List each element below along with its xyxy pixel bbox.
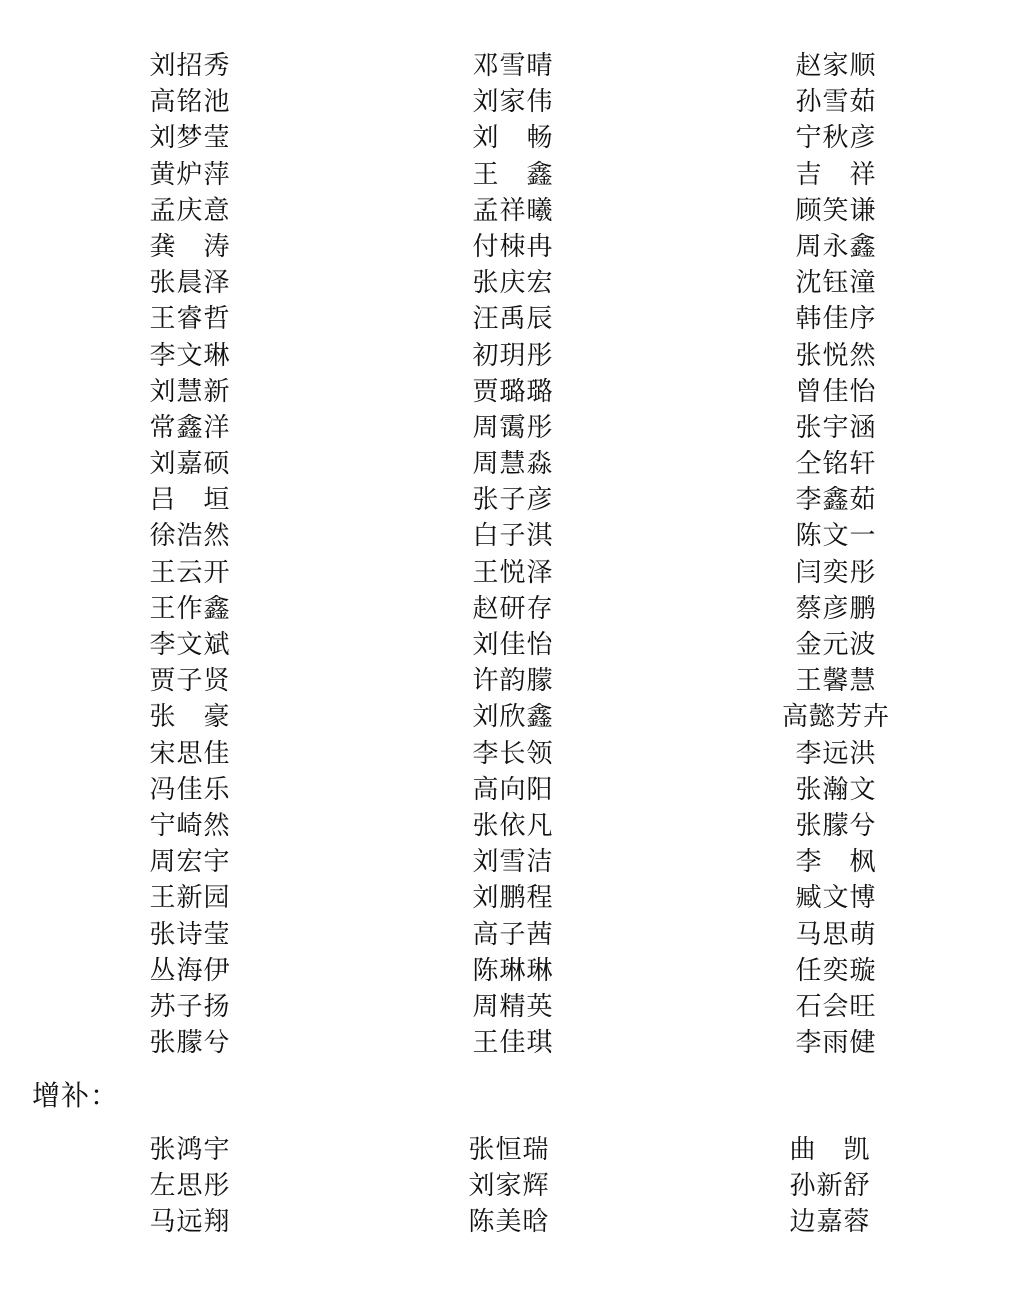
name-cell: 贾璐璐 (472, 376, 554, 407)
name-row (0, 1204, 1028, 1240)
name-cell: 王佳琪 (472, 1028, 554, 1059)
name-row (0, 1025, 1028, 1061)
name-row (0, 120, 1028, 156)
name-row (0, 482, 1028, 518)
name-cell: 陈文一 (795, 521, 877, 552)
name-cell: 周永鑫 (795, 231, 877, 262)
name-row (0, 627, 1028, 663)
name-cell: 王云开 (149, 557, 231, 588)
name-row (0, 880, 1028, 916)
name-row (0, 989, 1028, 1025)
name-cell: 周宏宇 (149, 847, 231, 878)
name-cell: 刘慧新 (149, 376, 231, 407)
name-cell: 王作鑫 (149, 593, 231, 624)
name-row (0, 917, 1028, 953)
name-cell: 周精英 (472, 991, 554, 1022)
name-row (0, 844, 1028, 880)
name-cell: 孙新舒 (789, 1171, 871, 1201)
name-cell: 陈琳琳 (472, 955, 554, 986)
name-cell: 闫奕彤 (795, 557, 877, 588)
name-cell: 左思彤 (149, 1171, 231, 1201)
name-row (0, 84, 1028, 120)
name-cell: 龚 涛 (149, 231, 231, 262)
name-cell: 石会旺 (795, 991, 877, 1022)
name-cell: 张依凡 (472, 810, 554, 841)
name-cell: 常鑫洋 (149, 412, 231, 443)
name-row (0, 808, 1028, 844)
name-cell: 张朦兮 (795, 810, 877, 841)
name-cell: 韩佳序 (795, 304, 877, 335)
name-cell: 徐浩然 (149, 521, 231, 552)
name-cell: 冯佳乐 (149, 774, 231, 805)
name-row (0, 591, 1028, 627)
name-cell: 黄炉萍 (149, 159, 231, 190)
name-cell: 刘雪洁 (472, 847, 554, 878)
name-cell: 臧文博 (795, 883, 877, 914)
name-row (0, 953, 1028, 989)
name-row (0, 446, 1028, 482)
name-cell: 高子茜 (472, 919, 554, 950)
name-cell: 张子彦 (472, 485, 554, 516)
name-cell: 李鑫茹 (795, 485, 877, 516)
name-cell: 宁崎然 (149, 810, 231, 841)
name-cell: 高向阳 (472, 774, 554, 805)
name-cell: 曾佳怡 (795, 376, 877, 407)
name-cell: 张庆宏 (472, 268, 554, 299)
name-row (0, 736, 1028, 772)
name-cell: 张 豪 (149, 702, 231, 733)
name-cell: 陈美晗 (468, 1207, 550, 1237)
name-list-supplement (0, 1132, 1028, 1240)
name-cell: 王新园 (149, 883, 231, 914)
name-cell: 刘 畅 (472, 123, 554, 154)
name-row (0, 374, 1028, 410)
name-cell: 金元波 (795, 630, 877, 660)
name-cell: 汪禹辰 (472, 304, 554, 335)
name-cell: 刘佳怡 (472, 630, 554, 660)
name-cell: 顾笑谦 (795, 195, 877, 226)
name-cell: 孟祥曦 (472, 195, 554, 226)
name-cell: 任奕璇 (795, 955, 877, 986)
name-cell: 赵家顺 (795, 51, 877, 81)
name-cell: 宋思佳 (149, 738, 231, 769)
name-cell: 丛海伊 (149, 955, 231, 986)
name-row (0, 48, 1028, 84)
name-cell: 张悦然 (795, 340, 877, 371)
name-cell: 刘嘉硕 (149, 449, 231, 480)
name-cell: 刘家伟 (472, 87, 554, 118)
name-cell: 沈钰潼 (795, 268, 877, 299)
name-row (0, 555, 1028, 591)
name-cell: 付栜冉 (472, 231, 554, 262)
name-cell: 李 枫 (795, 847, 877, 878)
name-cell: 孙雪茹 (795, 87, 877, 118)
name-cell: 马思萌 (795, 919, 877, 950)
name-row (0, 265, 1028, 301)
name-cell: 初玥彤 (472, 340, 554, 371)
name-cell: 王 鑫 (472, 159, 554, 190)
name-cell: 刘欣鑫 (472, 702, 554, 733)
name-row (0, 410, 1028, 446)
name-cell: 许韵朦 (472, 666, 554, 697)
name-cell: 李文斌 (149, 630, 231, 660)
name-cell: 张鸿宇 (149, 1135, 231, 1165)
name-cell: 李雨健 (795, 1028, 877, 1059)
name-cell: 高懿芳卉 (781, 702, 890, 733)
name-cell: 张瀚文 (795, 774, 877, 805)
name-cell: 张晨泽 (149, 268, 231, 299)
name-cell: 周慧淼 (472, 449, 554, 480)
name-row (0, 1168, 1028, 1204)
name-cell: 刘家辉 (468, 1171, 550, 1201)
name-cell: 邓雪晴 (472, 51, 554, 81)
name-cell: 曲 凯 (789, 1135, 871, 1165)
name-cell: 李文琳 (149, 340, 231, 371)
name-cell: 吉 祥 (795, 159, 877, 190)
name-cell: 李远洪 (795, 738, 877, 769)
name-row (0, 229, 1028, 265)
name-cell: 张宇涵 (795, 412, 877, 443)
name-cell: 高铭池 (149, 87, 231, 118)
name-cell: 宁秋彦 (795, 123, 877, 154)
name-cell: 白子淇 (472, 521, 554, 552)
name-row (0, 663, 1028, 699)
name-cell: 赵研存 (472, 593, 554, 624)
name-cell: 苏子扬 (149, 991, 231, 1022)
name-cell: 吕 垣 (149, 485, 231, 516)
name-cell: 张朦兮 (149, 1028, 231, 1059)
name-cell: 王悦泽 (472, 557, 554, 588)
name-row (0, 193, 1028, 229)
name-cell: 边嘉蓉 (789, 1207, 871, 1237)
name-cell: 仝铭轩 (795, 449, 877, 480)
name-cell: 王睿哲 (149, 304, 231, 335)
name-cell: 刘鹏程 (472, 883, 554, 914)
name-cell: 李长领 (472, 738, 554, 769)
name-cell: 孟庆意 (149, 195, 231, 226)
name-row (0, 301, 1028, 337)
name-cell: 张恒瑞 (468, 1135, 550, 1165)
name-list-main (0, 48, 1028, 1061)
name-row (0, 1132, 1028, 1168)
name-cell: 马远翔 (149, 1207, 231, 1237)
name-cell: 周霭彤 (472, 412, 554, 443)
name-cell: 贾子贤 (149, 666, 231, 697)
name-cell: 王馨慧 (795, 666, 877, 697)
name-cell: 刘招秀 (149, 51, 231, 81)
name-row (0, 157, 1028, 193)
name-row (0, 772, 1028, 808)
name-cell: 刘梦莹 (149, 123, 231, 154)
name-cell: 张诗莹 (149, 919, 231, 950)
name-row (0, 699, 1028, 735)
supplement-heading: 增补： (32, 1079, 120, 1112)
name-cell: 蔡彦鹏 (795, 593, 877, 624)
name-row (0, 518, 1028, 554)
name-row (0, 338, 1028, 374)
